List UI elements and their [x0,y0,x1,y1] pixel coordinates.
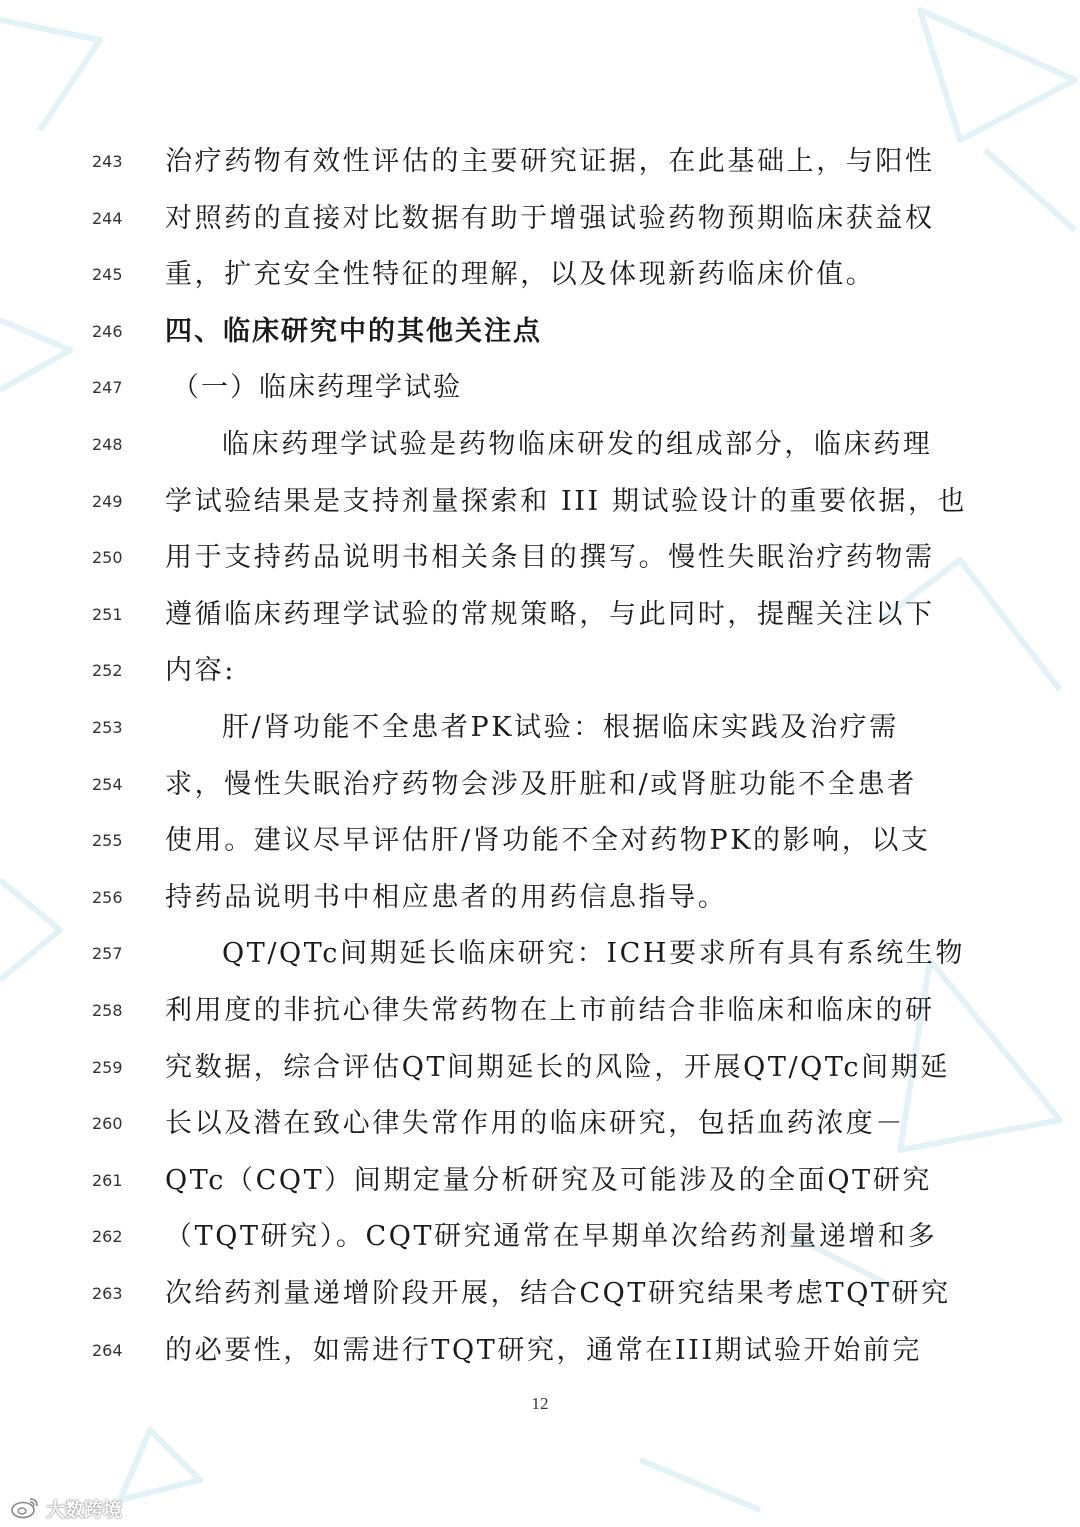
document-line [0,417,1080,473]
document-line [0,1323,1080,1379]
paragraph-line: 重，扩充安全性特征的理解，以及体现新药临床价值。 [165,259,876,291]
paragraph-line: 对照药的直接对比数据有助于增强试验药物预期临床获益权 [165,202,935,234]
paragraph-line: 究数据，综合评估QT间期延长的风险，开展QT/QTc间期延 [165,1051,950,1083]
document-line [0,1153,1080,1209]
paragraph-line: 求，慢性失眠治疗药物会涉及肝脏和/或肾脏功能不全患者 [165,768,917,800]
line-number: 246 [92,321,123,341]
document-line [0,304,1080,360]
paragraph-line: 用于支持药品说明书相关条目的撰写。慢性失眠治疗药物需 [165,542,935,574]
line-number: 257 [92,944,123,964]
brand-label: 大数跨境 [46,1498,123,1521]
paragraph-line: （TQT研究）。CQT研究通常在早期单次给药剂量递增和多 [165,1221,938,1253]
document-line [0,700,1080,756]
line-number: 252 [92,661,123,681]
line-number: 250 [92,548,123,568]
line-number: 248 [92,435,123,454]
document-line [0,757,1080,813]
paragraph-line: 肝/肾功能不全患者PK试验：根据临床实践及治疗需 [222,712,899,743]
paragraph-line: 持药品说明书中相应患者的用药信息指导。 [165,881,728,913]
paragraph-line: 次给药剂量递增阶段开展，结合CQT研究结果考虑TQT研究 [165,1278,951,1309]
paragraph-line: 治疗药物有效性评估的主要研究证据，在此基础上，与阳性 [165,146,935,177]
line-number: 249 [92,491,123,511]
document-line [0,1209,1080,1265]
document-line [0,983,1080,1039]
line-number: 244 [92,208,123,228]
paragraph-line: 学试验结果是支持剂量探索和 III 期试验设计的重要依据，也 [165,485,968,517]
line-number: 255 [92,831,123,851]
document-line [0,191,1080,247]
paragraph-line: 遵循临床药理学试验的常规策略，与此同时，提醒关注以下 [165,598,935,630]
paragraph-line: QTc（CQT）间期定量分析研究及可能涉及的全面QT研究 [165,1164,932,1196]
line-number: 261 [92,1170,123,1190]
paragraph-line: 利用度的非抗心律失常药物在上市前结合非临床和临床的研 [165,995,935,1026]
document-line [0,1096,1080,1152]
document-line [0,870,1080,926]
line-number: 263 [92,1284,123,1303]
document-line [0,530,1080,586]
document-line [0,1266,1080,1322]
page-number: 12 [531,1394,549,1413]
line-number: 259 [92,1057,123,1077]
line-number: 245 [92,265,123,285]
paragraph-line: 的必要性，如需进行TQT研究，通常在III期试验开始前完 [165,1334,922,1366]
document-line [0,926,1080,982]
paragraph-line: 内容: [165,655,236,687]
line-number: 256 [92,887,123,907]
document-line [0,813,1080,869]
document-line [0,643,1080,699]
document-line [0,587,1080,643]
subsection-heading: （一）临床药理学试验 [172,372,462,404]
paragraph-line: QT/QTc间期延长临床研究：ICH要求所有具有系统生物 [222,938,966,970]
paragraph-line: 临床药理学试验是药物临床研发的组成部分，临床药理 [222,429,933,460]
line-number: 258 [92,1001,123,1020]
line-number: 264 [92,1340,123,1360]
line-number: 262 [92,1227,123,1247]
line-number: 247 [92,378,123,398]
paragraph-line: 长以及潜在致心律失常作用的临床研究，包括血药浓度－ [165,1108,905,1140]
line-number: 254 [92,774,123,794]
line-number: 260 [92,1114,123,1134]
line-number: 253 [92,718,123,737]
line-number: 251 [92,604,123,624]
line-number: 243 [92,152,123,171]
document-line [0,134,1080,190]
brand-watermark [10,1494,122,1522]
section-heading: 四、临床研究中的其他关注点 [165,315,542,347]
document-line [0,474,1080,530]
document-line [0,247,1080,303]
document-line [0,360,1080,416]
weibo-logo-icon [10,1496,40,1520]
document-line [0,1040,1080,1096]
paragraph-line: 使用。建议尽早评估肝/肾功能不全对药物PK的影响，以支 [165,825,931,857]
